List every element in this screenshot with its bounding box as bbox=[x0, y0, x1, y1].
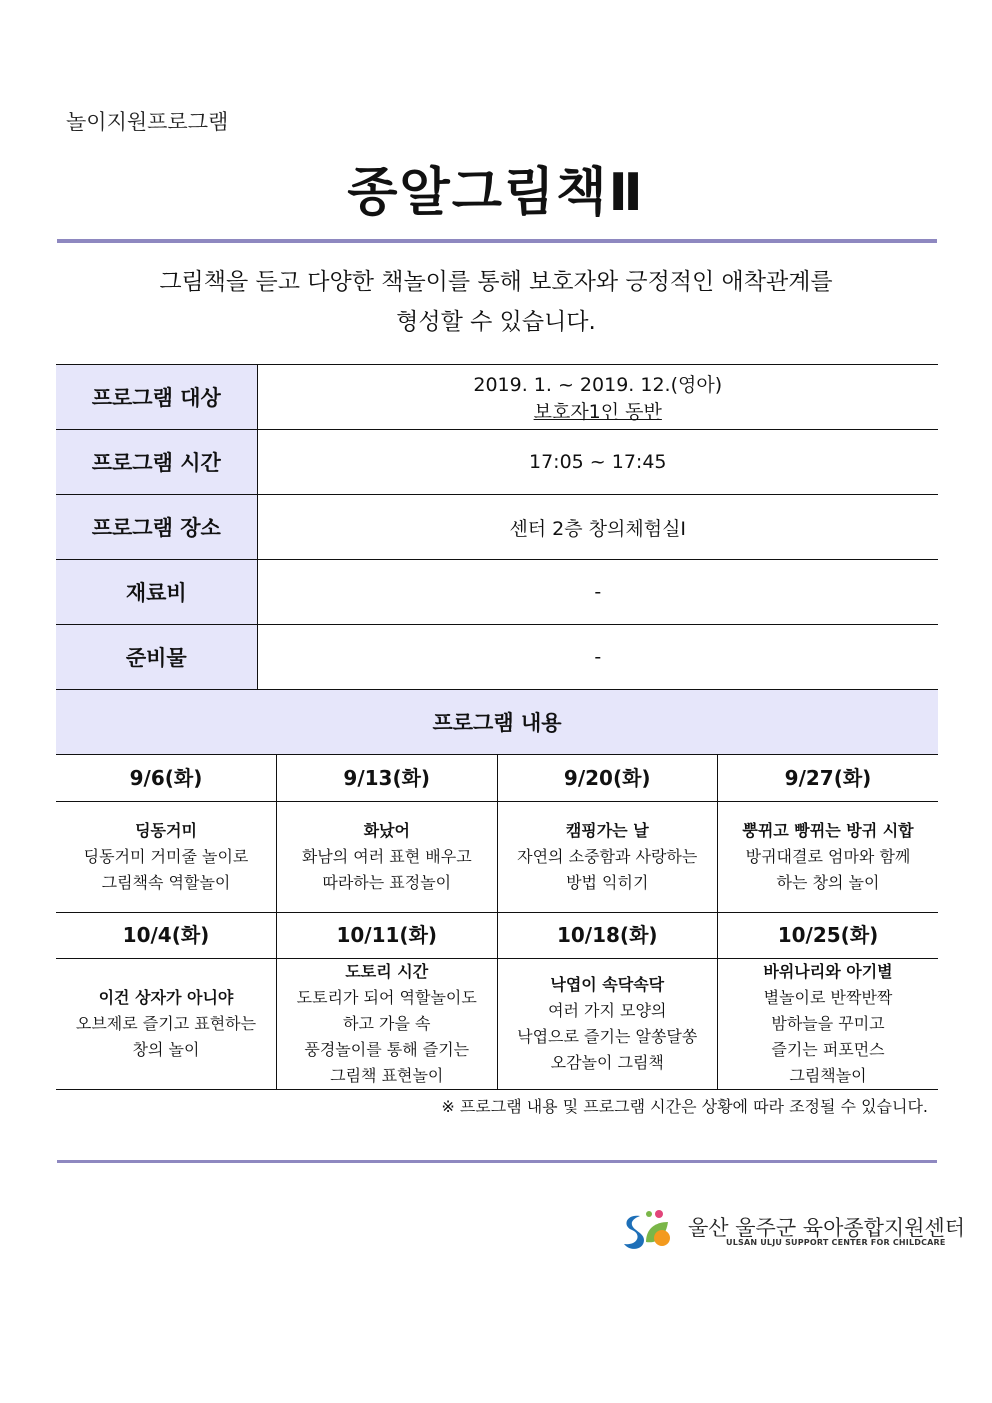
session-desc: 따라하는 표정놀이 bbox=[322, 872, 452, 892]
description-line-1: 그림책을 듣고 다양한 책놀이를 통해 보호자와 긍정적인 애착관계를 bbox=[159, 269, 833, 295]
session-date: 10/4(화) bbox=[56, 912, 277, 958]
session-desc: 하는 창의 놀이 bbox=[776, 872, 880, 892]
info-row-prep bbox=[56, 625, 938, 690]
schedule-content-row-1 bbox=[56, 801, 938, 912]
session-desc: 여러 가지 모양의 bbox=[548, 1000, 667, 1020]
target-period: 2019. 1. ~ 2019. 12.(영아) bbox=[473, 374, 723, 396]
schedule-table bbox=[56, 755, 938, 1090]
session-cell bbox=[277, 958, 498, 1089]
session-cell bbox=[718, 958, 939, 1089]
prep-label: 준비물 bbox=[56, 625, 257, 690]
place-label: 프로그램 장소 bbox=[56, 495, 257, 560]
prep-value: - bbox=[257, 625, 938, 690]
logo-dot-green bbox=[646, 1211, 652, 1217]
content-header: 프로그램 내용 bbox=[56, 690, 938, 755]
place-value: 센터 2층 창의체험실Ⅰ bbox=[257, 495, 938, 560]
schedule-content-row-2 bbox=[56, 958, 938, 1089]
bottom-divider bbox=[57, 1160, 937, 1163]
top-divider bbox=[57, 239, 937, 243]
session-date: 9/27(화) bbox=[718, 755, 939, 801]
target-label: 프로그램 대상 bbox=[56, 365, 257, 430]
session-desc: 방귀대결로 엄마와 함께 bbox=[745, 846, 911, 866]
description-line-2: 형성할 수 있습니다. bbox=[396, 309, 596, 335]
session-title: 뿡뀌고 빵뀌는 방귀 시합 bbox=[742, 820, 914, 840]
org-name-en: ULSAN ULJU SUPPORT CENTER FOR CHILDCARE bbox=[726, 1238, 946, 1247]
schedule-dates-row-1 bbox=[56, 755, 938, 801]
logo-dot-pink bbox=[655, 1210, 663, 1218]
session-desc: 방법 익히기 bbox=[566, 872, 649, 892]
org-name: 울산 울주군 육아종합지원센터 bbox=[688, 1216, 966, 1240]
session-desc: 하고 가을 속 bbox=[343, 1013, 431, 1033]
session-title: 딩동거미 bbox=[135, 820, 197, 840]
session-desc: 오브제로 즐기고 표현하는 bbox=[75, 1013, 257, 1033]
session-cell bbox=[56, 801, 277, 912]
fee-value: - bbox=[257, 560, 938, 625]
session-title: 도토리 시간 bbox=[345, 961, 429, 981]
session-desc: 즐기는 퍼포먼스 bbox=[771, 1039, 885, 1059]
session-desc: 그림책 표현놀이 bbox=[330, 1065, 444, 1085]
session-cell bbox=[497, 801, 718, 912]
session-cell bbox=[277, 801, 498, 912]
session-desc: 자연의 소중함과 사랑하는 bbox=[517, 846, 698, 866]
info-row-target bbox=[56, 365, 938, 430]
session-desc: 낙엽으로 즐기는 알쏭달쏭 bbox=[517, 1026, 698, 1046]
session-date: 10/25(화) bbox=[718, 912, 939, 958]
session-desc: 밤하늘을 꾸미고 bbox=[771, 1013, 885, 1033]
schedule-dates-row-2 bbox=[56, 912, 938, 958]
target-guardian: 보호자1인 동반 bbox=[533, 401, 662, 423]
session-desc: 그림책놀이 bbox=[789, 1065, 867, 1085]
session-date: 9/13(화) bbox=[277, 755, 498, 801]
session-desc: 별놀이로 반짝반짝 bbox=[763, 987, 893, 1007]
logo-dot-orange bbox=[654, 1230, 670, 1246]
info-row-time bbox=[56, 430, 938, 495]
session-date: 9/20(화) bbox=[497, 755, 718, 801]
page-title: 종알그림책Ⅱ bbox=[347, 163, 645, 223]
session-desc: 딩동거미 거미줄 놀이로 bbox=[83, 846, 249, 866]
session-desc: 도토리가 되어 역할놀이도 bbox=[296, 987, 477, 1007]
category-label: 놀이지원프로그램 bbox=[66, 110, 229, 134]
logo-swirl-blue bbox=[624, 1216, 644, 1249]
session-title: 캠핑가는 날 bbox=[565, 820, 649, 840]
session-cell bbox=[497, 958, 718, 1089]
time-label: 프로그램 시간 bbox=[56, 430, 257, 495]
session-title: 화났어 bbox=[363, 820, 410, 840]
session-desc: 풍경놀이를 통해 즐기는 bbox=[304, 1039, 470, 1059]
session-cell bbox=[56, 958, 277, 1089]
info-row-fee bbox=[56, 560, 938, 625]
target-value bbox=[257, 365, 938, 430]
info-row-place bbox=[56, 495, 938, 560]
org-logo-mark-icon bbox=[618, 1208, 678, 1254]
session-date: 10/18(화) bbox=[497, 912, 718, 958]
session-date: 10/11(화) bbox=[277, 912, 498, 958]
session-title: 바위나리와 아기별 bbox=[763, 961, 893, 981]
fee-label: 재료비 bbox=[56, 560, 257, 625]
info-row-content-header bbox=[56, 690, 938, 755]
session-cell bbox=[718, 801, 939, 912]
time-value: 17:05 ~ 17:45 bbox=[257, 430, 938, 495]
session-title: 이건 상자가 아니야 bbox=[98, 987, 234, 1007]
session-desc: 오감놀이 그림책 bbox=[550, 1052, 664, 1072]
description bbox=[60, 262, 932, 342]
session-title: 낙엽이 속닥속닥 bbox=[550, 974, 665, 994]
org-logo bbox=[618, 1208, 966, 1254]
session-date: 9/6(화) bbox=[56, 755, 277, 801]
info-table bbox=[56, 364, 938, 755]
schedule-note: ※ 프로그램 내용 및 프로그램 시간은 상황에 따라 조정될 수 있습니다. bbox=[441, 1097, 928, 1116]
session-desc: 그림책속 역할놀이 bbox=[101, 872, 231, 892]
session-desc: 창의 놀이 bbox=[132, 1039, 200, 1059]
session-desc: 화남의 여러 표현 배우고 bbox=[301, 846, 472, 866]
